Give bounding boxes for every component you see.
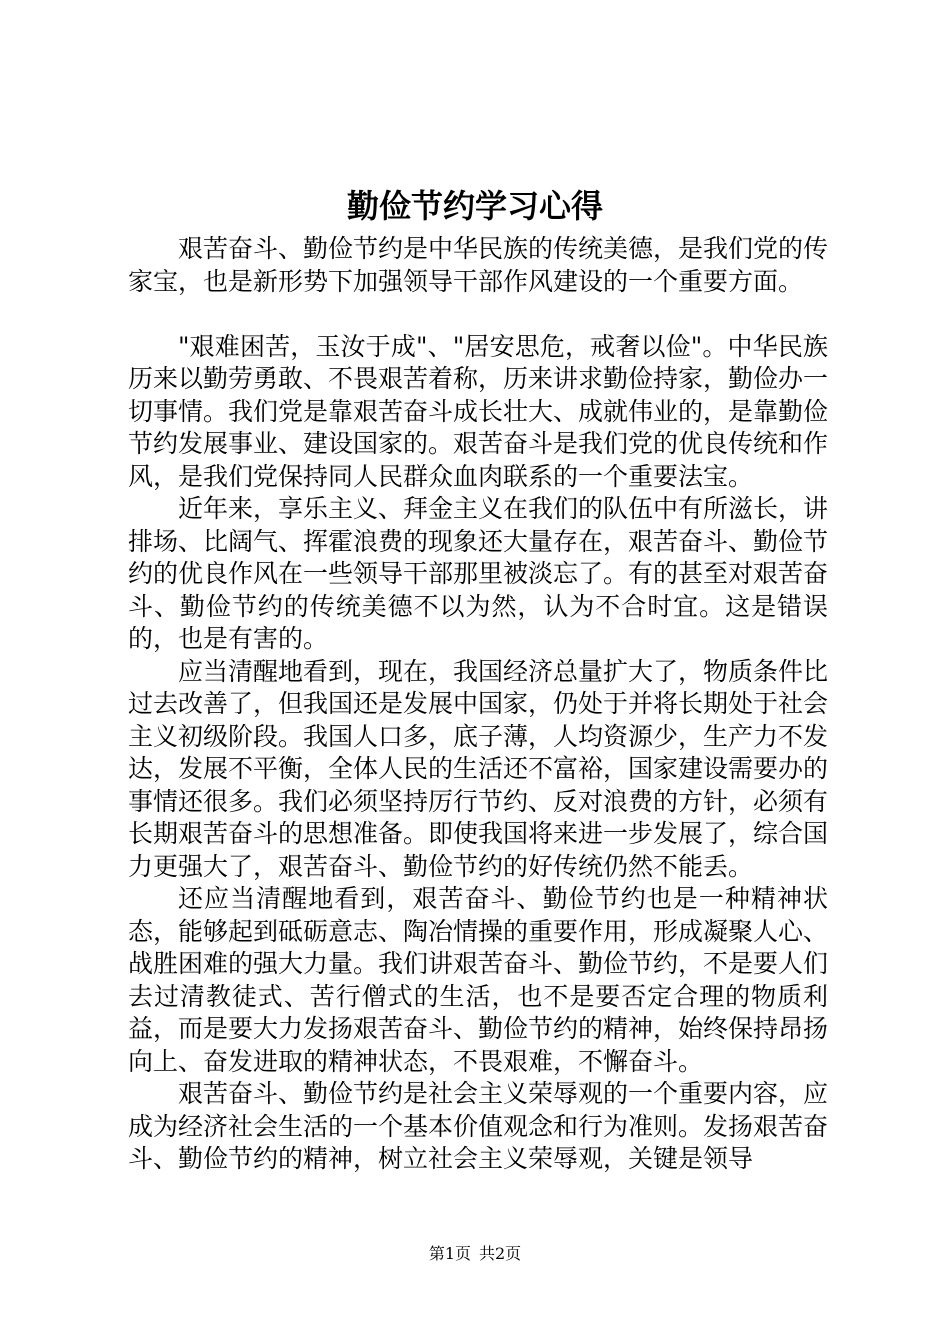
paragraph: 还应当清醒地看到，艰苦奋斗、勤俭节约也是一种精神状态，能够起到砥砺意志、陶冶情操的重要作用，形成凝聚人心、战胜困难的强大力量。我们讲艰苦奋斗、勤俭节约，不是要人们去过清教徒式、苦行僧式的生活，也不是要否定合理的物质利益，而是要大力发扬艰苦奋斗、勤俭节约的精神，始终保持昂扬向上、奋发进取的精神状态，不畏艰难，不懈奋斗。 (128, 884, 829, 1076)
paragraph: 艰苦奋斗、勤俭节约是社会主义荣辱观的一个重要内容，应成为经济社会生活的一个基本价值观念和行为准则。发扬艰苦奋斗、勤俭节约的精神，树立社会主义荣辱观，关键是领导 (128, 1079, 829, 1173)
document-body (128, 233, 828, 1176)
page-number-total: 共2页 (479, 1244, 522, 1263)
paragraph: 近年来，享乐主义、拜金主义在我们的队伍中有所滋长，讲排场、比阔气、挥霍浪费的现象还大量存在，艰苦奋斗、勤俭节约的优良作风在一些领导干部那里被淡忘了。有的甚至对艰苦奋斗、勤俭节约的传统美德不以为然，认为不合时宜。这是错误的，也是有害的。 (128, 494, 829, 653)
page-number-current: 第1页 (428, 1244, 471, 1263)
page-footer (0, 1243, 950, 1265)
paragraph: 艰苦奋斗、勤俭节约是中华民族的传统美德，是我们党的传家宝，也是新形势下加强领导干部作风建设的一个重要方面。 (128, 234, 829, 296)
paragraph: "艰难困苦，玉汝于成"、"居安思危，戒奢以俭"。中华民族历来以勤劳勇敢、不畏艰苦着称，历来讲求勤俭持家，勤俭办一切事情。我们党是靠艰苦奋斗成长壮大、成就伟业的，是靠勤俭节约发展事业、建设国家的。艰苦奋斗是我们党的优良传统和作风，是我们党保持同人民群众血肉联系的一个重要法宝。 (128, 331, 829, 491)
document-title: 勤俭节约学习心得 (346, 187, 603, 225)
paragraph-spacer (128, 298, 828, 331)
paragraph: 应当清醒地看到，现在，我国经济总量扩大了，物质条件比过去改善了，但我国还是发展中国家，仍处于并将长期处于社会主义初级阶段。我国人口多，底子薄，人均资源少，生产力不发达，发展不平衡，全体人民的生活还不富裕，国家建设需要办的事情还很多。我们必须坚持厉行节约、反对浪费的方针，必须有长期艰苦奋斗的思想准备。即使我国将来进一步发展了，综合国力更强大了，艰苦奋斗、勤俭节约的好传统仍然不能丢。 (128, 656, 829, 881)
